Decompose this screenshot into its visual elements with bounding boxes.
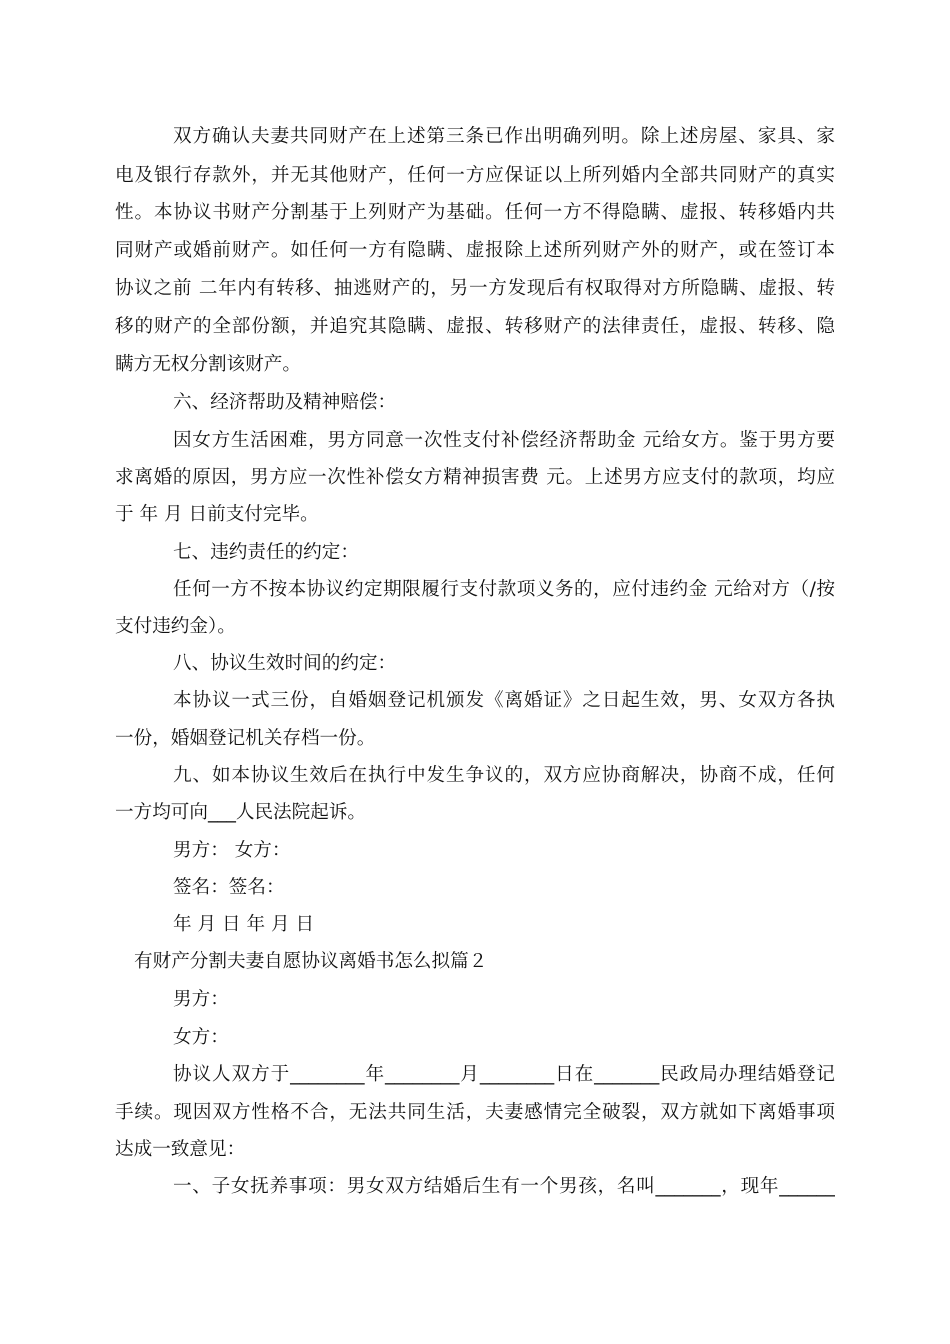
paragraph-line: 一、子女抚养事项：男女双方结婚后生有一个男孩，名叫_______，现年______ [173,1176,835,1197]
paragraph-line: 瞒方无权分割该财产。 [115,354,301,375]
paragraph-line: 因女方生活困难，男方同意一次性支付补偿经济帮助金 元给女方。鉴于男方要 [173,430,835,451]
paragraph-line: 达成一致意见： [115,1139,246,1160]
section-heading: 六、经济帮助及精神赔偿： [173,392,397,413]
paragraph-line: 九、如本协议生效后在执行中发生争议的，双方应协商解决，协商不成，任何 [173,765,835,786]
paragraph-line: 电及银行存款外，并无其他财产，任何一方应保证以上所列婚内全部共同财产的真实 [115,165,835,186]
section-heading: 八、协议生效时间的约定： [173,653,397,674]
signature-line: 签名：签名： [173,877,285,898]
party-male: 男方： [173,989,229,1010]
paragraph-line: 手续。现因双方性格不合，无法共同生活，夫妻感情完全破裂，双方就如下离婚事项 [115,1102,835,1123]
signature-date: 年 月 日 年 月 日 [173,914,315,935]
paragraph-line: 支付违约金）。 [115,616,236,637]
section-heading: 七、违约责任的约定： [173,542,359,563]
article-title: 有财产分割夫妻自愿协议离婚书怎么拟篇２ [134,951,488,972]
paragraph-line: 性。本协议书财产分割基于上列财产为基础。任何一方不得隐瞒、虚报、转移婚内共 [115,202,835,223]
paragraph-line: 协议人双方于________年________月________日在_______民政局办理结婚登记 [173,1064,835,1085]
paragraph-line: 双方确认夫妻共同财产在上述第三条已作出明确列明。除上述房屋、家具、家 [173,126,835,147]
paragraph-line: 一方均可向___人民法院起诉。 [115,802,367,823]
paragraph-line: 协议之前 二年内有转移、抽逃财产的，另一方发现后有权取得对方所隐瞒、虚报、转 [115,278,835,299]
paragraph-line: 求离婚的原因，男方应一次性补偿女方精神损害费 元。上述男方应支付的款项，均应 [115,467,835,488]
paragraph-line: 移的财产的全部份额，并追究其隐瞒、虚报、转移财产的法律责任，虚报、转移、隐 [115,316,835,337]
paragraph-line: 一份，婚姻登记机关存档一份。 [115,728,376,749]
paragraph-line: 任何一方不按本协议约定期限履行支付款项义务的，应付违约金 元给对方（/按 [173,579,835,600]
paragraph-line: 本协议一式三份，自婚姻登记机颁发《离婚证》之日起生效，男、女双方各执 [173,690,835,711]
signature-parties: 男方： 女方： [173,840,291,861]
party-female: 女方： [173,1027,229,1048]
paragraph-line: 同财产或婚前财产。如任何一方有隐瞒、虚报除上述所列财产外的财产，或在签订本 [115,240,835,261]
paragraph-line: 于 年 月 日前支付完毕。 [115,504,319,525]
